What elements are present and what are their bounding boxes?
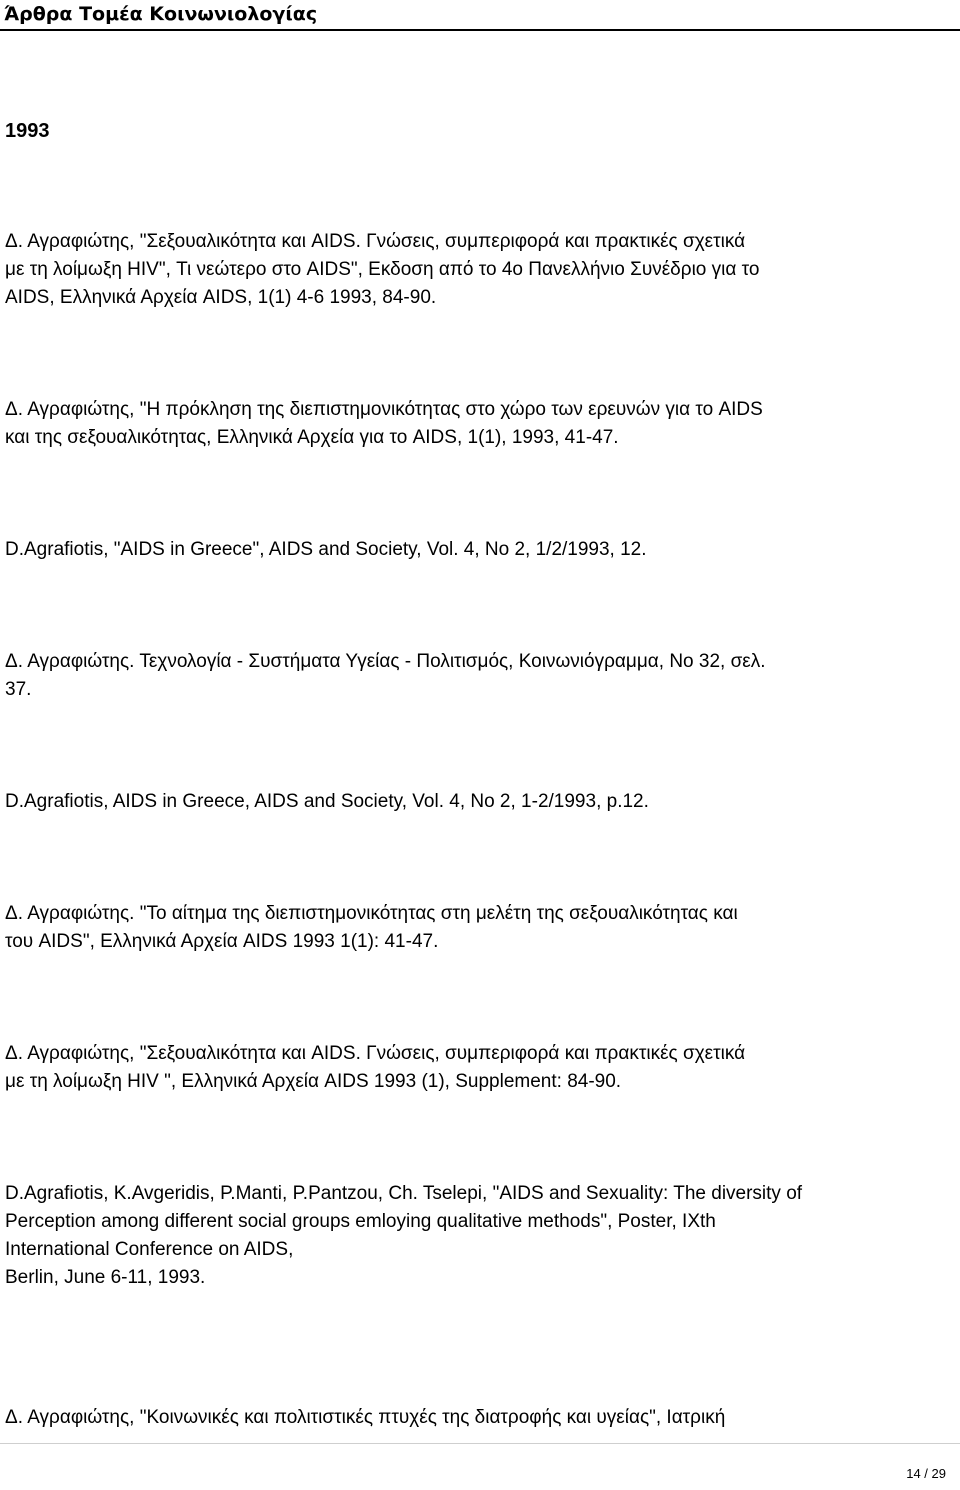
header-divider [0,29,960,31]
entry-line: D.Agrafiotis, AIDS in Greece, AIDS and Society, Vol. 4, No 2, 1-2/1993, p.12. [5,791,649,812]
entry-line: International Conference on AIDS, [5,1239,294,1260]
publication-entry [5,648,955,704]
footer-divider [0,1443,960,1444]
entry-line: Δ. Αγραφιώτης, "Κοινωνικές και πολιτιστικές πτυχές της διατροφής και υγείας", Ιατρική [5,1407,726,1428]
publication-entry [5,1040,955,1096]
section-year-heading: 1993 [5,120,50,142]
publication-entry [5,396,955,452]
page-header [0,0,960,34]
entry-line: του AIDS", Ελληνικά Αρχεία AIDS 1993 1(1): 41-47. [5,931,439,952]
entry-line: με τη λοίμωξη HIV", Τι νεώτερο στο AIDS", Εκδοση από το 4ο Πανελλήνιο Συνέδριο για το [5,259,760,280]
entry-line: και της σεξουαλικότητας, Ελληνικά Αρχεία για το AIDS, 1(1), 1993, 41-47. [5,427,619,448]
header-title: Άρθρα Τομέα Κοινωνιολογίας [4,3,318,25]
page-number: 14 / 29 [906,1466,946,1481]
entry-line: με τη λοίμωξη HIV ", Ελληνικά Αρχεία AIDS 1993 (1), Supplement: 84-90. [5,1071,622,1092]
entry-line: 37. [5,679,32,700]
publication-entry [5,788,955,816]
entry-line: Δ. Αγραφιώτης. "Το αίτημα της διεπιστημονικότητας στη μελέτη της σεξουαλικότητας και [5,903,738,924]
publication-entry [5,1404,955,1432]
entry-line: D.Agrafiotis, K.Avgeridis, P.Manti, P.Pantzou, Ch. Tselepi, "AIDS and Sexuality: The diversity of [5,1183,803,1204]
entry-line: Δ. Αγραφιώτης. Τεχνολογία - Συστήματα Υγείας - Πολιτισμός, Κοινωνιόγραμμα, Νο 32, σελ. [5,651,766,672]
publication-entry [5,900,955,956]
publication-entry [5,1180,955,1292]
entry-line: Δ. Αγραφιώτης, "Σεξουαλικότητα και AIDS. Γνώσεις, συμπεριφορά και πρακτικές σχετικά [5,231,746,252]
entry-line: Perception among different social groups emloying qualitative methods", Poster, IXth [5,1211,716,1232]
entry-line: AIDS, Ελληνικά Αρχεία AIDS, 1(1) 4-6 1993, 84-90. [5,287,437,308]
publication-entry [5,228,955,312]
entry-line: D.Agrafiotis, "AIDS in Greece", AIDS and Society, Vol. 4, No 2, 1/2/1993, 12. [5,539,647,560]
publication-entry [5,536,955,564]
entry-line: Δ. Αγραφιώτης, "Η πρόκληση της διεπιστημονικότητας στο χώρο των ερευνών για το AIDS [5,399,763,420]
entry-line: Δ. Αγραφιώτης, "Σεξουαλικότητα και AIDS. Γνώσεις, συμπεριφορά και πρακτικές σχετικά [5,1043,746,1064]
entry-line: Berlin, June 6-11, 1993. [5,1267,206,1288]
